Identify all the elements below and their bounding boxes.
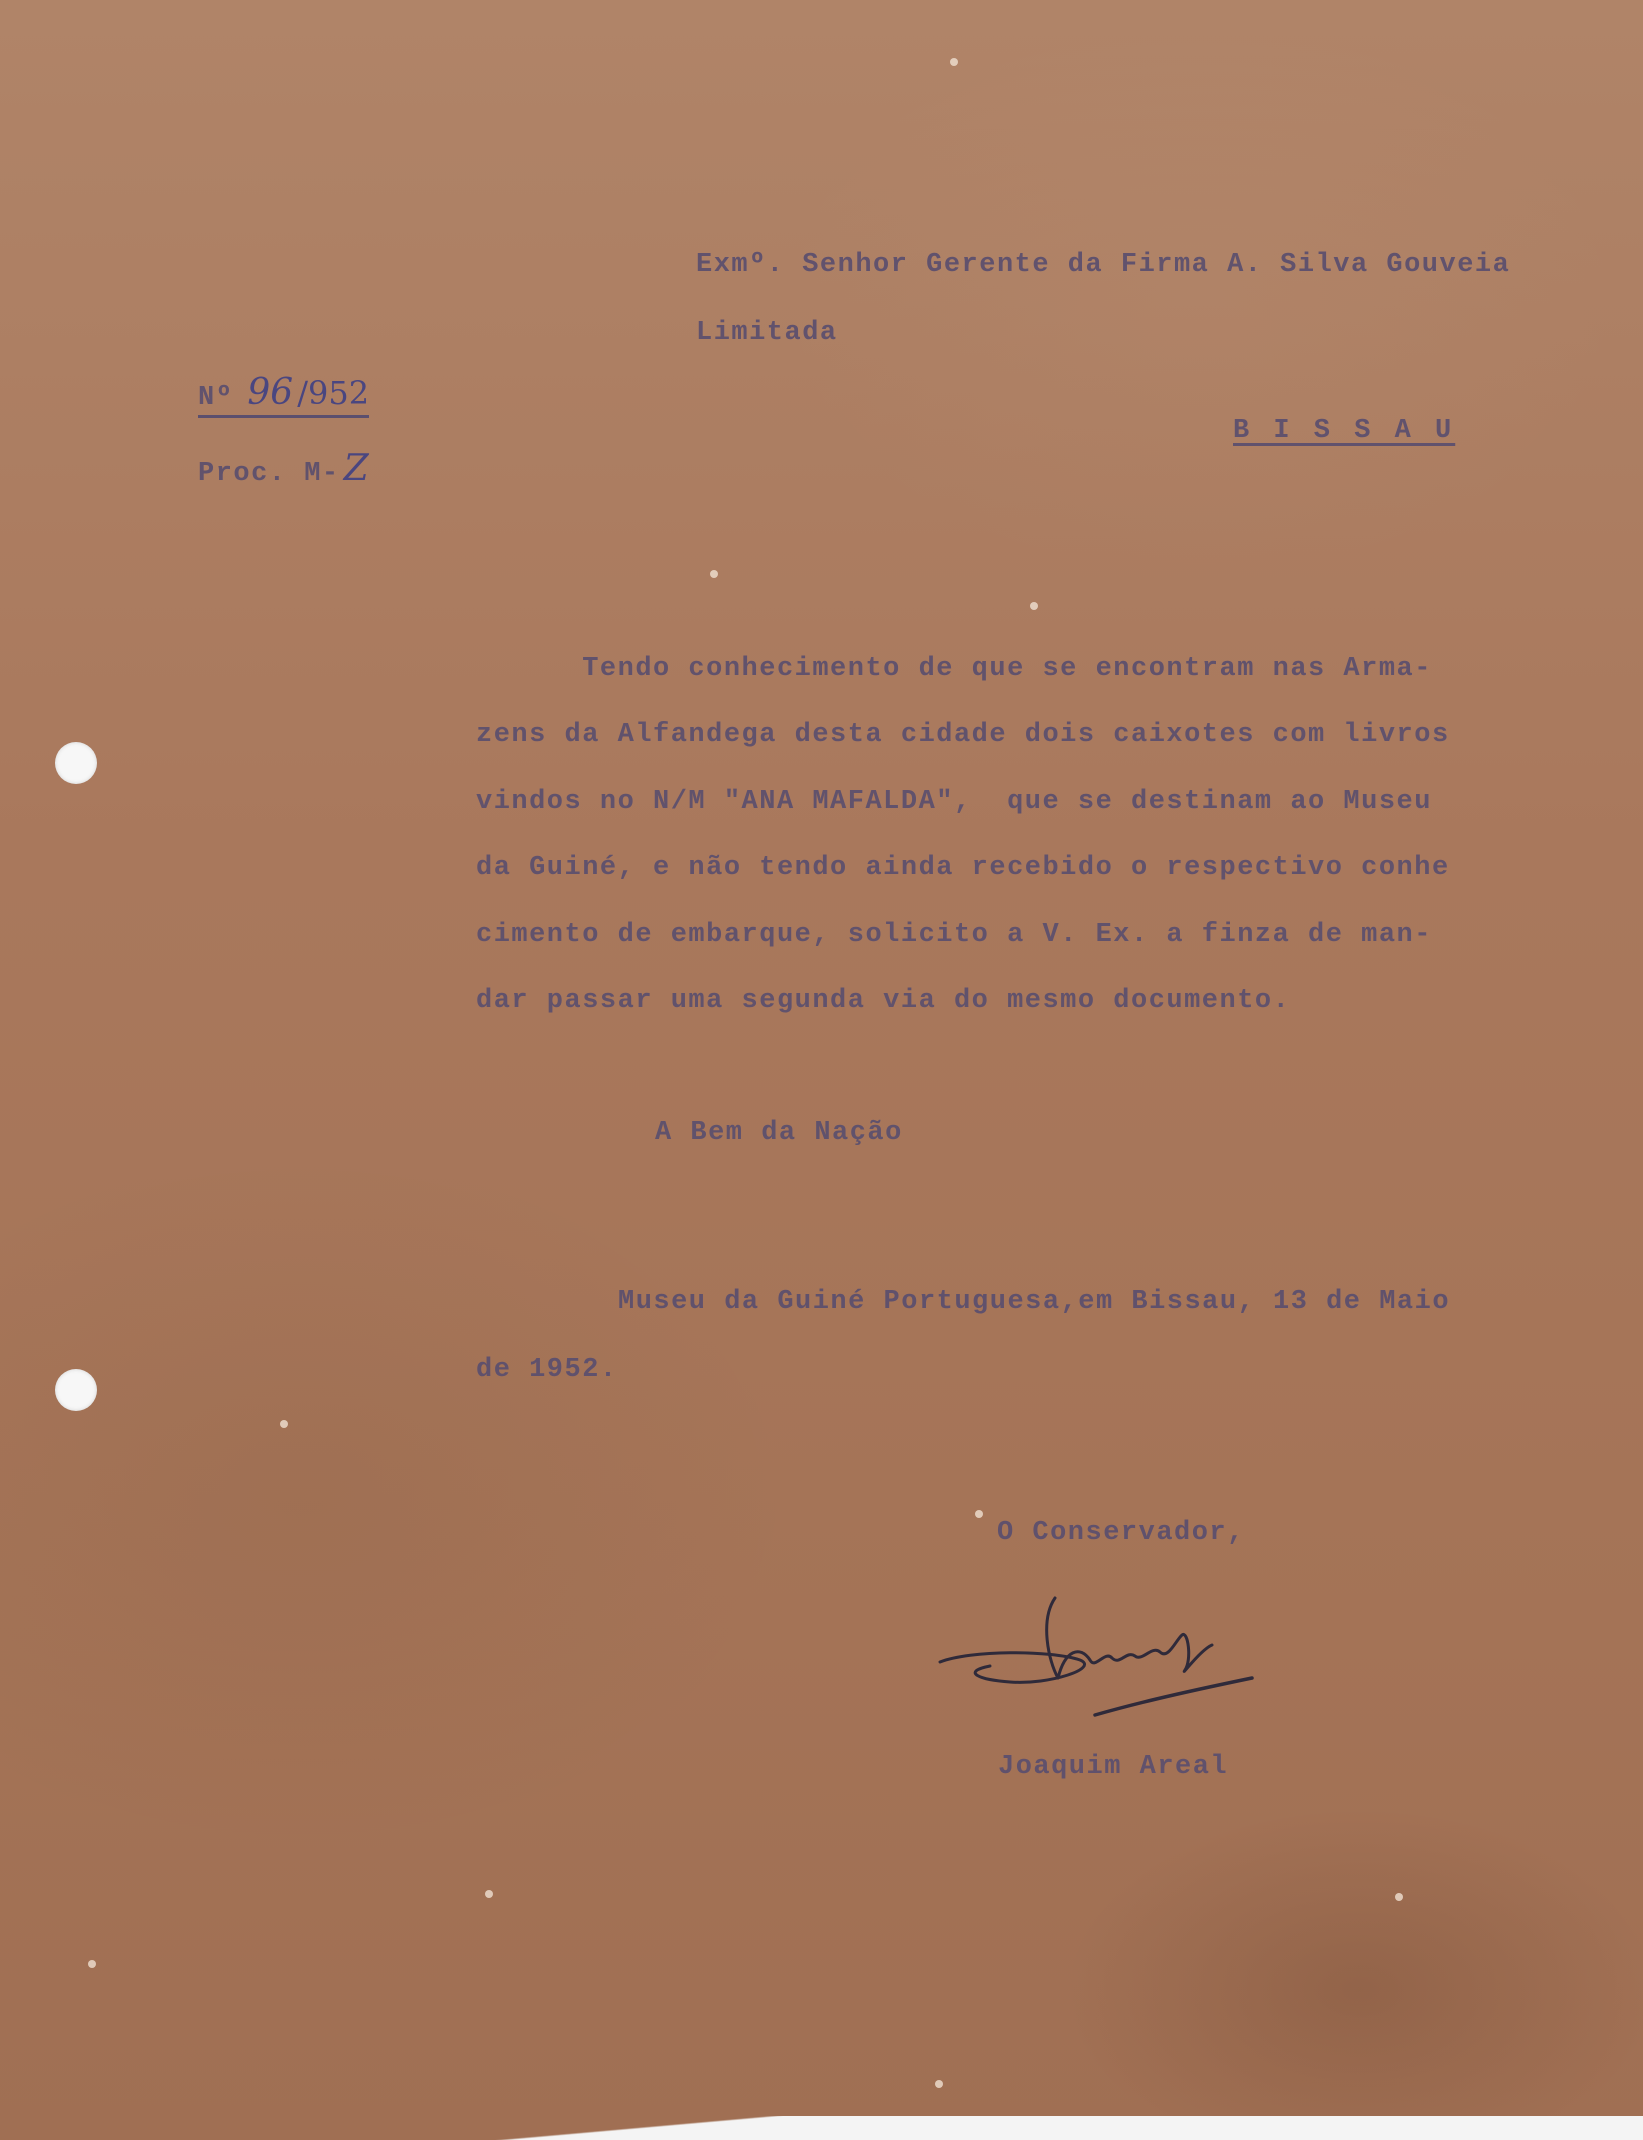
paper-bottom-edge [0,2116,1643,2140]
body-line: zens da Alfandega desta cidade dois caixotes com livros [476,720,1450,750]
body-line: vindos no N/M "ANA MAFALDA", que se destinam ao Museu [476,787,1432,817]
process-reference-handwritten: Z [343,448,369,489]
place-date-line-2: de 1952. [476,1355,618,1385]
reference-number-handwritten: 96 [247,372,294,413]
paper-speck [935,2080,943,2088]
handwritten-signature [930,1590,1270,1730]
process-reference [198,448,369,489]
closing-salutation: A Bem da Nação [655,1118,903,1148]
paper-speck [1030,602,1038,610]
signatory-name: Joaquim Areal [998,1752,1229,1782]
paper-speck [1395,1893,1403,1901]
body-line: da Guiné, e não tendo ainda recebido o respectivo conhe [476,853,1450,883]
paper-speck [485,1890,493,1898]
process-reference-prefix: Proc. M- [198,459,340,489]
reference-number-suffix: /952 [297,374,370,412]
punch-hole-bottom [55,1369,97,1411]
addressee-city: B I S S A U [1233,416,1456,446]
paper-speck [975,1510,983,1518]
addressee-line-2: Limitada [696,318,838,348]
body-line: dar passar uma segunda via do mesmo documento. [476,986,1291,1016]
addressee-line-1: Exmº. Senhor Gerente da Firma A. Silva Gouveia [696,250,1511,280]
reference-number-prefix: Nº [198,383,234,413]
place-date-line-1: Museu da Guiné Portuguesa,em Bissau, 13 de Maio [618,1287,1451,1317]
punch-hole-top [55,742,97,784]
body-line: cimento de embarque, solicito a V. Ex. a finza de man- [476,920,1432,950]
paper-speck [710,570,718,578]
paper-speck [280,1420,288,1428]
reference-number [198,372,369,418]
paper-speck [950,58,958,66]
body-line: Tendo conhecimento de que se encontram nas Arma- [476,654,1432,684]
paper-speck [88,1960,96,1968]
signature-title: O Conservador, [997,1518,1245,1548]
